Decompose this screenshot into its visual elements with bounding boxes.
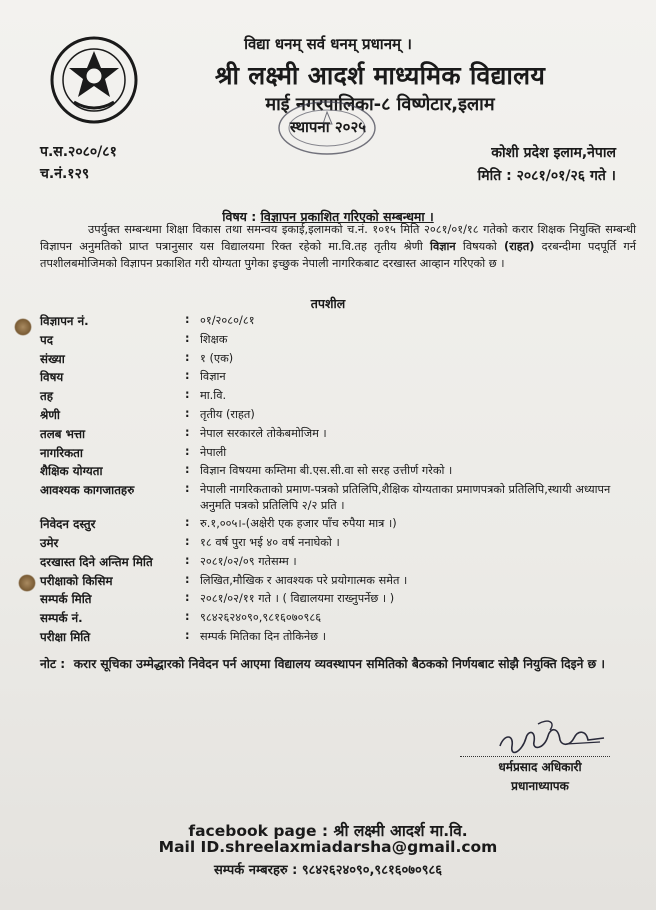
footer-email: Mail ID.shreelaxmiadarsha@gmail.com (158, 838, 498, 856)
detail-value: नेपाल सरकारले तोकेबमोजिम । (200, 426, 327, 440)
detail-label: सम्पर्क मिति (40, 592, 92, 607)
detail-label: विषय (40, 370, 64, 385)
dispatch-number: च.नं.१२९ (40, 166, 90, 182)
detail-row: विज्ञापन नं. : ०१/२०८०/८१ (40, 312, 640, 331)
detail-row: उमेर : १८ वर्ष पुरा भई ४० वर्ष ननाघेको । (40, 534, 640, 553)
detail-value: विज्ञान विषयमा कम्तिमा बी.एस.सी.वा सो सरह उत्तीर्ण गरेको । (200, 464, 453, 478)
footer-contact: सम्पर्क नम्बरहरु : ९८४२६२४०९०,९८१६०७०९८६ (213, 863, 443, 878)
detail-label: परीक्षाको किसिम (40, 573, 113, 588)
detail-row: दरखास्त दिने अन्तिम मिति : २०८१/०२/०९ गतेसम्म । (40, 553, 640, 572)
note-paragraph (40, 654, 636, 674)
detail-row: निवेदन दस्तुर : रु.१,००५।-(अक्षेरी एक हजार पाँच रुपैया मात्र ।) (40, 515, 640, 534)
detail-label: सम्पर्क नं. (40, 611, 83, 626)
detail-value: मा.वि. (200, 389, 227, 403)
detail-label: संख्या (40, 351, 65, 366)
school-address: माई नगरपालिका-८ विष्णेटार,इलाम (265, 94, 495, 115)
footer-facebook: facebook page : श्री लक्ष्मी आदर्श मा.वि. (188, 822, 468, 840)
body-part-1: उपर्युक्त सम्बन्धमा शिक्षा विकास तथा समन्वय इकाई,इलामको च.नं. १०१५ मिति २०८१/०१/१८ गतेको करार शिक्षक नियुक्ति सम्बन्धी विज्ञापन अनुमतिको प्राप्त पत्रानुसार यस विद्यालयमा रिक्त रहेको मा.वि.तह तृतीय श्रेणी (40, 223, 636, 253)
body-bold-subject: विज्ञान (430, 239, 456, 253)
signature-line (460, 756, 610, 757)
detail-label: निवेदन दस्तुर (40, 517, 96, 532)
school-name: श्री लक्ष्मी आदर्श माध्यमिक विद्यालय (214, 61, 546, 90)
detail-value: तृतीय (राहत) (200, 407, 255, 421)
detail-value: २०८१/०२/११ गते । ( विद्यालयमा राख्नुपर्नेछ । ) (200, 592, 395, 606)
detail-value: विज्ञान (200, 370, 226, 384)
detail-value: ०१/२०८०/८१ (200, 314, 255, 327)
detail-row: तह : मा.वि. (40, 387, 640, 406)
detail-label: उमेर (40, 535, 59, 550)
detail-value: शिक्षक (200, 332, 228, 346)
detail-label: नागरिकता (40, 445, 83, 460)
detail-label: विज्ञापन नं. (40, 314, 89, 328)
detail-label: दरखास्त दिने अन्तिम मिति (40, 554, 153, 569)
detail-row: नागरिकता : नेपाली (40, 444, 640, 463)
detail-row: सम्पर्क मिति : २०८१/०२/११ गते । ( विद्यालयमा राख्नुपर्नेछ । ) (40, 590, 640, 609)
detail-value: लिखित,मौखिक र आवश्यक परे प्रयोगात्मक समेत । (200, 573, 408, 587)
body-bold-relief: (राहत) (504, 239, 535, 253)
subject-text: विज्ञापन प्रकाशित गरिएको सम्बन्धमा । (260, 209, 434, 224)
letter-date: मिति : २०८१/०१/२६ गते । (477, 168, 616, 184)
detail-row: शैक्षिक योग्यता : विज्ञान विषयमा कम्तिमा बी.एस.सी.वा सो सरह उत्तीर्ण गरेको । (40, 462, 640, 481)
note-label: नोट : (40, 657, 66, 671)
detail-label: परीक्षा मिति (40, 629, 91, 644)
detail-value: ९८४२६२४०९०,९८१६०७०९८६ (200, 611, 322, 625)
handwritten-signature (492, 716, 612, 758)
detail-label: तलब भत्ता (40, 426, 86, 441)
detail-row: सम्पर्क नं. : ९८४२६२४०९०,९८१६०७०९८६ (40, 609, 640, 628)
detail-row: संख्या : १ (एक) (40, 350, 640, 369)
detail-row: परीक्षा मिति : सम्पर्क मितिका दिन तोकिनेछ । (40, 628, 640, 647)
letter-ref-number: प.स.२०८०/८१ (40, 144, 117, 160)
details-title: तपशील (310, 296, 346, 311)
detail-row: विषय : विज्ञान (40, 368, 640, 387)
detail-label: शैक्षिक योग्यता (40, 464, 103, 479)
detail-value: २०८१/०२/०९ गतेसम्म । (200, 554, 297, 568)
body-paragraph (40, 222, 636, 272)
detail-value: रु.१,००५।-(अक्षेरी एक हजार पाँच रुपैया मात्र ।) (200, 517, 397, 531)
detail-row: श्रेणी : तृतीय (राहत) (40, 406, 640, 425)
office-stamp (273, 100, 381, 162)
detail-label: श्रेणी (40, 407, 60, 422)
school-motto: विद्या धनम् सर्व धनम् प्रधानम् । (244, 35, 412, 53)
detail-value: नेपाली नागरिकताको प्रमाण-पत्रको प्रतिलिपि,शैक्षिक योग्यताका प्रमाणपत्रको प्रतिलिपि,स्थायी अध्यापन अनुमति पत्रको प्रतिलिपि २/२ प्रति । (200, 483, 611, 513)
detail-row: परीक्षाको किसिम : लिखित,मौखिक र आवश्यक परे प्रयोगात्मक समेत । (40, 572, 640, 591)
established-year: स्थापना २०२५ (289, 118, 367, 136)
detail-value: १ (एक) (200, 351, 234, 365)
punch-hole-mark (18, 574, 36, 592)
details-list (40, 312, 640, 647)
body-part-3: दरबन्दीमा पदपूर्ति गर्न तपशीलबमोजिमको विज्ञापन प्रकाशित गरी योग्यता पुगेका इच्छुक नेपाली नागरिकबाट दरखास्त आव्हान गरिएको छ । (40, 239, 637, 270)
detail-row: पद : शिक्षक (40, 331, 640, 350)
note-text: करार सूचिका उम्मेद्धारको निवेदन पर्न आएमा विद्यालय व्यवस्थापन समितिको बैठकको निर्णयबाट सोझै नियुक्ति दिइने छ । (73, 657, 606, 671)
signatory-name: धर्मप्रसाद अधिकारी (498, 760, 582, 774)
subject-prefix: विषय : (222, 209, 257, 224)
detail-label: पद (40, 332, 53, 347)
detail-row: आवश्यक कागजातहरु : नेपाली नागरिकताको प्रमाण-पत्रको प्रतिलिपि,शैक्षिक योग्यताका प्रमाणपत्रको प्रतिलिपि,स्थायी अध्यापन अनुमति पत्रको प्रतिलिपि २/२ प्रति । (40, 481, 640, 515)
body-part-2: विषयको (462, 239, 497, 253)
detail-label: तह (40, 389, 53, 404)
detail-value: सम्पर्क मितिका दिन तोकिनेछ । (200, 629, 326, 643)
detail-value: नेपाली (200, 445, 227, 459)
signatory-title: प्रधानाध्यापक (511, 779, 569, 793)
detail-value: १८ वर्ष पुरा भई ४० वर्ष ननाघेको । (200, 535, 340, 549)
punch-hole-mark (14, 318, 32, 336)
detail-label: आवश्यक कागजातहरु (40, 483, 135, 498)
detail-row: तलब भत्ता : नेपाल सरकारले तोकेबमोजिम । (40, 425, 640, 444)
location-line: कोशी प्रदेश इलाम,नेपाल (491, 145, 616, 161)
